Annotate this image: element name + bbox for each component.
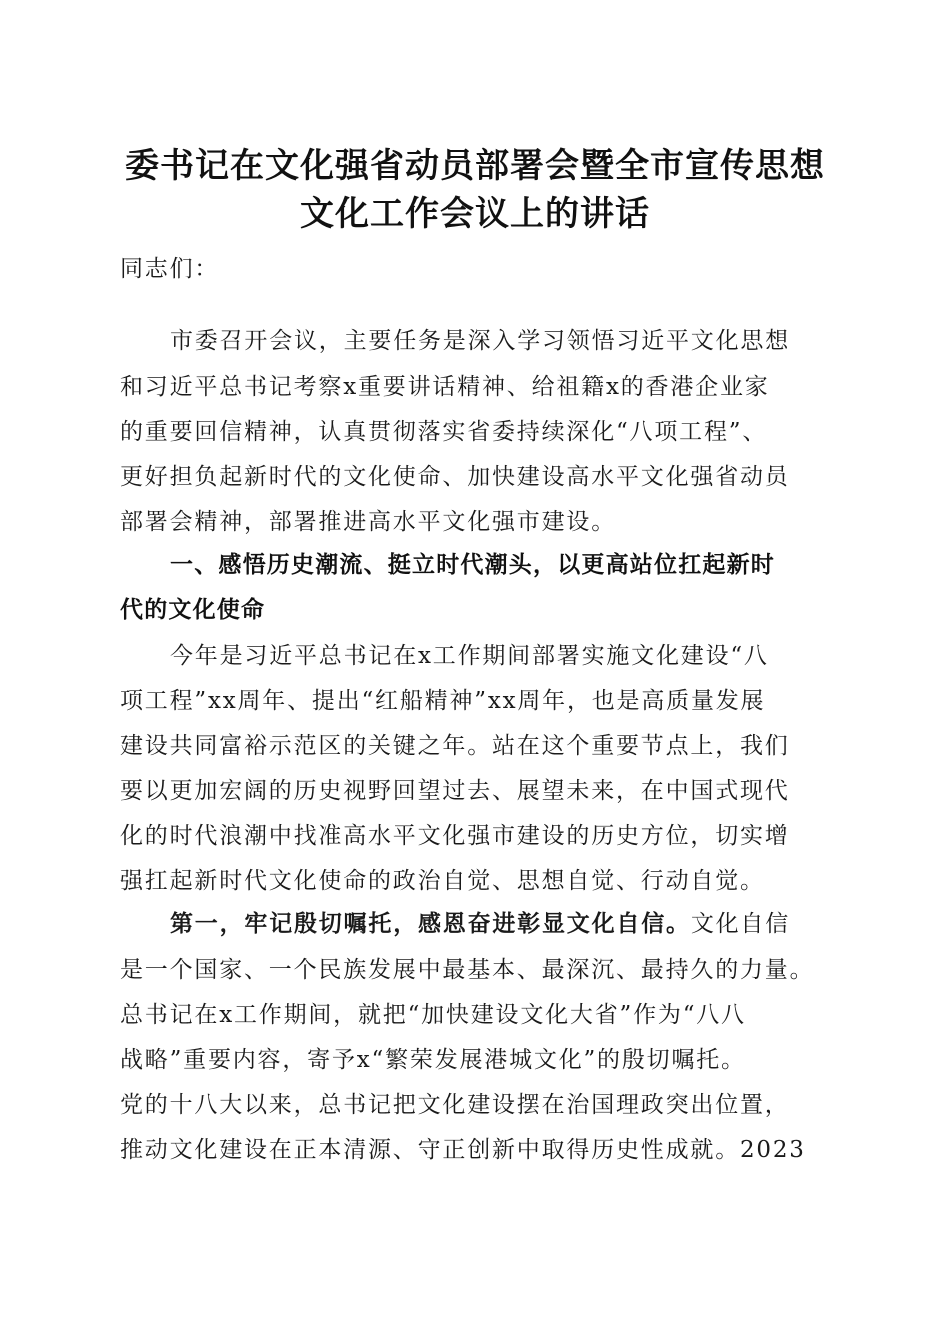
section-para-line: 项工程”xx周年、提出“红船精神”xx周年，也是高质量发展 — [120, 688, 766, 714]
point-para-line: 总书记在x工作期间，就把“加快建设文化大省”作为“八八 — [120, 1002, 746, 1028]
section-para-line: 化的时代浪潮中找准高水平文化强市建设的历史方位，切实增 — [120, 823, 790, 849]
intro-line: 和习近平总书记考察x重要讲话精神、给祖籍x的香港企业家 — [120, 374, 770, 400]
point-para-line: 战略”重要内容，寄予x“繁荣发展港城文化”的殷切嘱托。 — [120, 1047, 746, 1073]
point-lead: 第一，牢记殷切嘱托，感恩奋进彰显文化自信。 — [170, 910, 691, 937]
point-lead-rest: 文化自信 — [690, 911, 791, 937]
point-para-line: 推动文化建设在正本清源、守正创新中取得历史性成就。2023 — [120, 1137, 806, 1163]
intro-line: 更好担负起新时代的文化使命、加快建设高水平文化强省动员 — [120, 464, 790, 490]
section-para-line: 强扛起新时代文化使命的政治自觉、思想自觉、行动自觉。 — [120, 868, 765, 894]
section-heading-line: 一、感悟历史潮流、挺立时代潮头，以更高站位扛起新时 — [170, 552, 775, 578]
section-para-line: 今年是习近平总书记在x工作期间部署实施文化建设“八 — [170, 643, 769, 669]
section-heading-line: 代的文化使命 — [120, 597, 266, 623]
document-title-line-1: 委书记在文化强省动员部署会暨全市宣传思想 — [125, 146, 825, 186]
intro-line: 市委召开会议，主要任务是深入学习领悟习近平文化思想 — [170, 328, 790, 354]
intro-line: 部署会精神，部署推进高水平文化强市建设。 — [120, 509, 616, 535]
point-lead-line — [170, 909, 790, 939]
section-para-line: 建设共同富裕示范区的关键之年。站在这个重要节点上，我们 — [120, 733, 790, 759]
intro-line: 的重要回信精神，认真贯彻落实省委持续深化“八项工程”、 — [120, 419, 768, 445]
point-para-line: 是一个国家、一个民族发展中最基本、最深沉、最持久的力量。 — [120, 957, 815, 983]
section-para-line: 要以更加宏阔的历史视野回望过去、展望未来，在中国式现代 — [120, 778, 790, 804]
point-para-line: 党的十八大以来，总书记把文化建设摆在治国理政突出位置， — [120, 1092, 790, 1118]
salutation: 同志们： — [120, 256, 220, 282]
document-title-line-2: 文化工作会议上的讲话 — [300, 194, 650, 234]
